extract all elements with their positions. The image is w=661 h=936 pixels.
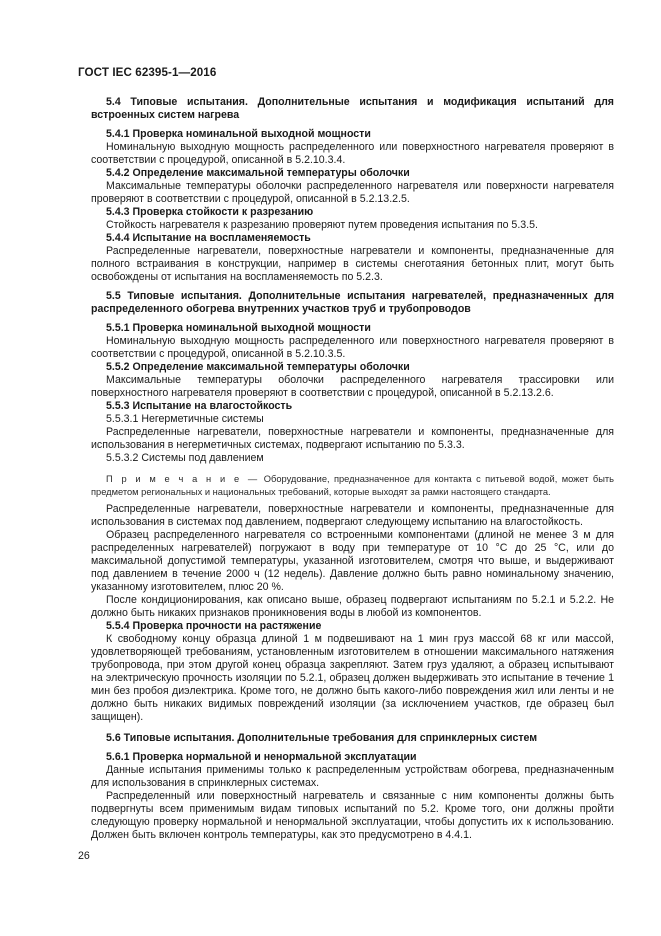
section-5-5-3-2-title: 5.5.3.2 Системы под давлением [106,452,264,464]
section-5-5-3-1-text: Распределенные нагреватели, поверхностные нагреватели и компоненты, предназначенные для использования в негерметичных системах, подвергают испытанию по 5.3.3. [91,426,614,451]
page-number: 26 [78,850,90,862]
section-5-5-2-title: 5.5.2 Определение максимальной температуры оболочки [106,361,410,373]
section-5-5-2-text: Максимальные температуры оболочки распределенного нагревателя трассировки или поверхностного нагревателя проверяют в соответствии с процедурой, описанной в 5.2.13.2.6. [91,374,614,399]
section-5-6-1-para-1: Данные испытания применимы только к распределенным устройствам обогрева, предназначенным для использования в спринклерных системах. [91,764,614,789]
section-5-4-2-title: 5.4.2 Определение максимальной температуры оболочки [106,167,410,179]
section-5-4-1-text: Номинальную выходную мощность распределенного или поверхностного нагревателя проверяют в соответствии с процедурой, описанной в 5.2.10.3.4. [91,141,614,166]
section-5-4-3-text: Стойкость нагревателя к разрезанию проверяют путем проведения испытания по 5.3.5. [106,219,538,231]
note-label: П р и м е ч а н и е — [106,474,260,484]
document-body [91,96,614,842]
section-5-5-3-2-para-3: После кондиционирования, как описано выше, образец подвергают испытаниям по 5.2.1 и 5.2.2. Не должно быть никаких признаков проникновения воды в любой из компонентов. [91,594,614,619]
section-5-4-4-text: Распределенные нагреватели, поверхностные нагреватели и компоненты, предназначенные для полного встраивания в конструкции, например в системы снеготаяния бетонных плит, могут быть освобождены от испытания на воспламеняемость по 5.2.3. [91,245,614,283]
section-5-4-4-title: 5.4.4 Испытание на воспламеняемость [106,232,311,244]
section-5-4-2-text: Максимальные температуры оболочки распределенного нагревателя или поверхности нагревателя проверяют в соответствии с процедурой, описанной в 5.2.13.2.5. [91,180,614,205]
section-5-4-1-title: 5.4.1 Проверка номинальной выходной мощности [106,128,371,140]
section-5-6-title: 5.6 Типовые испытания. Дополнительные требования для спринклерных систем [106,732,538,744]
section-5-6-1-para-2: Распределенный или поверхностный нагреватель и связанные с ним компоненты должны быть подвергнуты всем применимым видам типовых испытаний по 5.2. Кроме того, они должны пройти следующую проверку нормальной и ненормальной эксплуатации, чтобы допустить их к использованию. Должен быть включен контроль температуры, как это предусмотрено в 4.4.1. [91,790,614,841]
section-5-5-3-title: 5.5.3 Испытание на влагостойкость [106,400,293,412]
standard-header: ГОСТ IEC 62395-1—2016 [78,66,217,79]
section-5-5-4-text: К свободному концу образца длиной 1 м подвешивают на 1 мин груз массой 68 кг или массой, удовлетворяющей требованиям, установленным изготовителем в отношении максимального натяжения трубопровода, при этом другой конец образца закрепляют. Затем груз удаляют, а образец испытывают на электрическую прочность изоляции по 5.2.1, образец должен выдерживать это испытание в течение 1 мин без пробоя диэлектрика. Кроме того, не должно быть какого-либо повреждения жил или ленты и не должно быть никаких видимых повреждений изоляции (за исключением участков, где образец был защищен). [91,633,614,723]
section-5-6-1-title: 5.6.1 Проверка нормальной и ненормальной эксплуатации [106,751,417,763]
section-5-5-3-2-para-2: Образец распределенного нагревателя со встроенными компонентами (длиной не менее 3 м для распределенных нагревателей) погружают в воду при температуре от 10 °С до 25 °С, или до максимальной допустимой температуры, указанной изготовителем, смотря что выше, и выдерживают под давлением в течение 2000 ч (12 недель). Давление должно быть равно номинальному значению, указанному изготовителем, плюс 20 %. [91,529,614,593]
section-5-5-4-title: 5.5.4 Проверка прочности на растяжение [106,620,322,632]
section-5-5-3-1-title: 5.5.3.1 Негерметичные системы [106,413,264,425]
note-text: Оборудование, предназначенное для контакта с питьевой водой, может быть предметом региональных и национальных требований, которые выходят за рамки настоящего стандарта. [91,474,614,497]
note [91,473,614,498]
section-5-5-title: 5.5 Типовые испытания. Дополнительные испытания нагревателей, предназначенных для распределенного обогрева внутренних участков труб и трубопроводов [91,290,614,315]
section-5-5-3-2-para-1: Распределенные нагреватели, поверхностные нагреватели и компоненты, предназначенные для использования в системах под давлением, подвергают следующему испытанию на влагостойкость. [91,503,614,528]
section-5-4-title: 5.4 Типовые испытания. Дополнительные испытания и модификация испытаний для встроенных систем нагрева [91,96,614,121]
section-5-4-3-title: 5.4.3 Проверка стойкости к разрезанию [106,206,314,218]
section-5-5-1-title: 5.5.1 Проверка номинальной выходной мощности [106,322,371,334]
section-5-5-1-text: Номинальную выходную мощность распределенного или поверхностного нагревателя проверяют в соответствии с процедурой, описанной в 5.2.10.3.5. [91,335,614,360]
